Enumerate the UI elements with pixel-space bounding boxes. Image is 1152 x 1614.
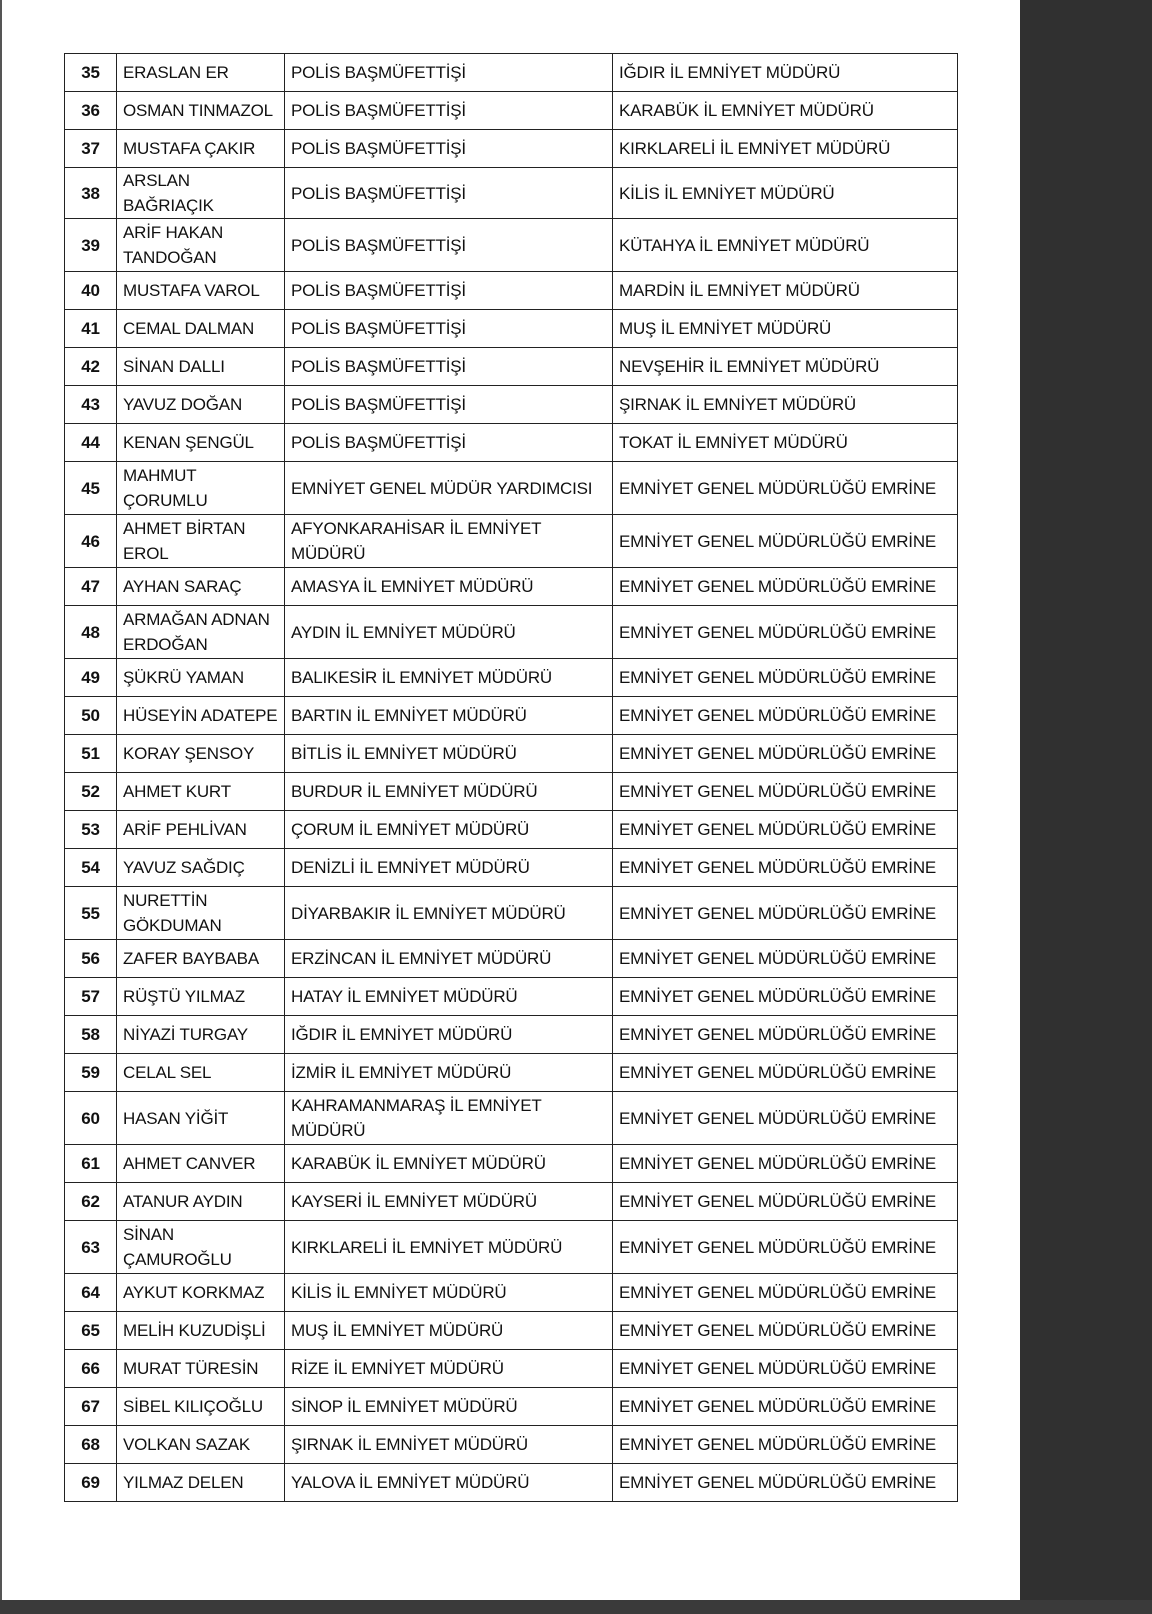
row-number-cell: 58 <box>65 1016 117 1054</box>
person-name-cell: YAVUZ SAĞDIÇ <box>117 849 285 887</box>
page-background-bottom <box>0 1600 1152 1614</box>
person-name-cell: ARSLAN BAĞRIAÇIK <box>117 168 285 219</box>
table-row <box>65 1388 958 1426</box>
person-name-cell: SİNAN ÇAMUROĞLU <box>117 1221 285 1274</box>
table-row <box>65 659 958 697</box>
table-row <box>65 1016 958 1054</box>
table-row <box>65 310 958 348</box>
new-position-cell: EMNİYET GENEL MÜDÜRLÜĞÜ EMRİNE <box>613 462 958 515</box>
row-number-cell: 44 <box>65 424 117 462</box>
table-row <box>65 568 958 606</box>
row-number-cell: 48 <box>65 606 117 659</box>
person-name-cell: MURAT TÜRESİN <box>117 1350 285 1388</box>
current-position-cell: ŞIRNAK İL EMNİYET MÜDÜRÜ <box>285 1426 613 1464</box>
current-position-cell: BARTIN İL EMNİYET MÜDÜRÜ <box>285 697 613 735</box>
table-row <box>65 1350 958 1388</box>
table-row <box>65 54 958 92</box>
current-position-cell: BURDUR İL EMNİYET MÜDÜRÜ <box>285 773 613 811</box>
table-row <box>65 978 958 1016</box>
person-name-cell: ŞÜKRÜ YAMAN <box>117 659 285 697</box>
person-name-cell: NURETTİN GÖKDUMAN <box>117 887 285 940</box>
table-row <box>65 887 958 940</box>
table-row <box>65 348 958 386</box>
table-row <box>65 1464 958 1502</box>
new-position-cell: EMNİYET GENEL MÜDÜRLÜĞÜ EMRİNE <box>613 1054 958 1092</box>
current-position-cell: DENİZLİ İL EMNİYET MÜDÜRÜ <box>285 849 613 887</box>
current-position-cell: AFYONKARAHİSAR İL EMNİYET MÜDÜRÜ <box>285 515 613 568</box>
person-name-cell: YAVUZ DOĞAN <box>117 386 285 424</box>
new-position-cell: EMNİYET GENEL MÜDÜRLÜĞÜ EMRİNE <box>613 735 958 773</box>
person-name-cell: ERASLAN ER <box>117 54 285 92</box>
current-position-cell: İZMİR İL EMNİYET MÜDÜRÜ <box>285 1054 613 1092</box>
table-row <box>65 515 958 568</box>
person-name-cell: AHMET CANVER <box>117 1145 285 1183</box>
current-position-cell: KIRKLARELİ İL EMNİYET MÜDÜRÜ <box>285 1221 613 1274</box>
table-row <box>65 773 958 811</box>
new-position-cell: EMNİYET GENEL MÜDÜRLÜĞÜ EMRİNE <box>613 887 958 940</box>
table-row <box>65 849 958 887</box>
row-number-cell: 49 <box>65 659 117 697</box>
person-name-cell: VOLKAN SAZAK <box>117 1426 285 1464</box>
person-name-cell: MUSTAFA VAROL <box>117 272 285 310</box>
current-position-cell: POLİS BAŞMÜFETTİŞİ <box>285 54 613 92</box>
table-row <box>65 1183 958 1221</box>
new-position-cell: EMNİYET GENEL MÜDÜRLÜĞÜ EMRİNE <box>613 978 958 1016</box>
person-name-cell: MUSTAFA ÇAKIR <box>117 130 285 168</box>
current-position-cell: EMNİYET GENEL MÜDÜR YARDIMCISI <box>285 462 613 515</box>
person-name-cell: KORAY ŞENSOY <box>117 735 285 773</box>
new-position-cell: MARDİN İL EMNİYET MÜDÜRÜ <box>613 272 958 310</box>
person-name-cell: AHMET KURT <box>117 773 285 811</box>
current-position-cell: AYDIN İL EMNİYET MÜDÜRÜ <box>285 606 613 659</box>
current-position-cell: KİLİS İL EMNİYET MÜDÜRÜ <box>285 1274 613 1312</box>
row-number-cell: 51 <box>65 735 117 773</box>
person-name-cell: SİBEL KILIÇOĞLU <box>117 1388 285 1426</box>
row-number-cell: 40 <box>65 272 117 310</box>
new-position-cell: EMNİYET GENEL MÜDÜRLÜĞÜ EMRİNE <box>613 811 958 849</box>
new-position-cell: EMNİYET GENEL MÜDÜRLÜĞÜ EMRİNE <box>613 606 958 659</box>
row-number-cell: 54 <box>65 849 117 887</box>
row-number-cell: 43 <box>65 386 117 424</box>
row-number-cell: 36 <box>65 92 117 130</box>
current-position-cell: DİYARBAKIR İL EMNİYET MÜDÜRÜ <box>285 887 613 940</box>
row-number-cell: 41 <box>65 310 117 348</box>
current-position-cell: MUŞ İL EMNİYET MÜDÜRÜ <box>285 1312 613 1350</box>
new-position-cell: EMNİYET GENEL MÜDÜRLÜĞÜ EMRİNE <box>613 1274 958 1312</box>
current-position-cell: SİNOP İL EMNİYET MÜDÜRÜ <box>285 1388 613 1426</box>
row-number-cell: 35 <box>65 54 117 92</box>
row-number-cell: 50 <box>65 697 117 735</box>
person-name-cell: MAHMUT ÇORUMLU <box>117 462 285 515</box>
row-number-cell: 65 <box>65 1312 117 1350</box>
row-number-cell: 60 <box>65 1092 117 1145</box>
table-row <box>65 386 958 424</box>
current-position-cell: YALOVA İL EMNİYET MÜDÜRÜ <box>285 1464 613 1502</box>
row-number-cell: 42 <box>65 348 117 386</box>
new-position-cell: EMNİYET GENEL MÜDÜRLÜĞÜ EMRİNE <box>613 515 958 568</box>
appointment-table-body <box>65 54 958 1502</box>
row-number-cell: 56 <box>65 940 117 978</box>
person-name-cell: CEMAL DALMAN <box>117 310 285 348</box>
new-position-cell: EMNİYET GENEL MÜDÜRLÜĞÜ EMRİNE <box>613 1388 958 1426</box>
new-position-cell: EMNİYET GENEL MÜDÜRLÜĞÜ EMRİNE <box>613 1145 958 1183</box>
current-position-cell: POLİS BAŞMÜFETTİŞİ <box>285 424 613 462</box>
person-name-cell: HÜSEYİN ADATEPE <box>117 697 285 735</box>
person-name-cell: AYHAN SARAÇ <box>117 568 285 606</box>
current-position-cell: AMASYA İL EMNİYET MÜDÜRÜ <box>285 568 613 606</box>
person-name-cell: MELİH KUZUDİŞLİ <box>117 1312 285 1350</box>
current-position-cell: KAYSERİ İL EMNİYET MÜDÜRÜ <box>285 1183 613 1221</box>
current-position-cell: POLİS BAŞMÜFETTİŞİ <box>285 348 613 386</box>
new-position-cell: MUŞ İL EMNİYET MÜDÜRÜ <box>613 310 958 348</box>
row-number-cell: 67 <box>65 1388 117 1426</box>
table-row <box>65 424 958 462</box>
row-number-cell: 62 <box>65 1183 117 1221</box>
person-name-cell: RÜŞTÜ YILMAZ <box>117 978 285 1016</box>
person-name-cell: NİYAZİ TURGAY <box>117 1016 285 1054</box>
new-position-cell: KARABÜK İL EMNİYET MÜDÜRÜ <box>613 92 958 130</box>
new-position-cell: KÜTAHYA İL EMNİYET MÜDÜRÜ <box>613 219 958 272</box>
table-row <box>65 168 958 219</box>
row-number-cell: 53 <box>65 811 117 849</box>
new-position-cell: EMNİYET GENEL MÜDÜRLÜĞÜ EMRİNE <box>613 1092 958 1145</box>
new-position-cell: EMNİYET GENEL MÜDÜRLÜĞÜ EMRİNE <box>613 1312 958 1350</box>
new-position-cell: KIRKLARELİ İL EMNİYET MÜDÜRÜ <box>613 130 958 168</box>
current-position-cell: HATAY İL EMNİYET MÜDÜRÜ <box>285 978 613 1016</box>
current-position-cell: POLİS BAŞMÜFETTİŞİ <box>285 219 613 272</box>
current-position-cell: ERZİNCAN İL EMNİYET MÜDÜRÜ <box>285 940 613 978</box>
table-row <box>65 606 958 659</box>
new-position-cell: ŞIRNAK İL EMNİYET MÜDÜRÜ <box>613 386 958 424</box>
row-number-cell: 68 <box>65 1426 117 1464</box>
table-row <box>65 1426 958 1464</box>
current-position-cell: RİZE İL EMNİYET MÜDÜRÜ <box>285 1350 613 1388</box>
new-position-cell: EMNİYET GENEL MÜDÜRLÜĞÜ EMRİNE <box>613 1221 958 1274</box>
new-position-cell: EMNİYET GENEL MÜDÜRLÜĞÜ EMRİNE <box>613 568 958 606</box>
current-position-cell: POLİS BAŞMÜFETTİŞİ <box>285 310 613 348</box>
appointment-table <box>64 53 958 1502</box>
row-number-cell: 52 <box>65 773 117 811</box>
new-position-cell: EMNİYET GENEL MÜDÜRLÜĞÜ EMRİNE <box>613 849 958 887</box>
table-row <box>65 462 958 515</box>
table-row <box>65 272 958 310</box>
table-row <box>65 697 958 735</box>
new-position-cell: IĞDIR İL EMNİYET MÜDÜRÜ <box>613 54 958 92</box>
person-name-cell: ARİF PEHLİVAN <box>117 811 285 849</box>
row-number-cell: 45 <box>65 462 117 515</box>
current-position-cell: POLİS BAŞMÜFETTİŞİ <box>285 130 613 168</box>
new-position-cell: EMNİYET GENEL MÜDÜRLÜĞÜ EMRİNE <box>613 940 958 978</box>
table-row <box>65 219 958 272</box>
new-position-cell: EMNİYET GENEL MÜDÜRLÜĞÜ EMRİNE <box>613 1350 958 1388</box>
person-name-cell: HASAN YİĞİT <box>117 1092 285 1145</box>
row-number-cell: 46 <box>65 515 117 568</box>
new-position-cell: EMNİYET GENEL MÜDÜRLÜĞÜ EMRİNE <box>613 659 958 697</box>
person-name-cell: SİNAN DALLI <box>117 348 285 386</box>
row-number-cell: 61 <box>65 1145 117 1183</box>
new-position-cell: EMNİYET GENEL MÜDÜRLÜĞÜ EMRİNE <box>613 773 958 811</box>
row-number-cell: 59 <box>65 1054 117 1092</box>
current-position-cell: BİTLİS İL EMNİYET MÜDÜRÜ <box>285 735 613 773</box>
row-number-cell: 55 <box>65 887 117 940</box>
row-number-cell: 39 <box>65 219 117 272</box>
person-name-cell: KENAN ŞENGÜL <box>117 424 285 462</box>
table-row <box>65 1054 958 1092</box>
new-position-cell: EMNİYET GENEL MÜDÜRLÜĞÜ EMRİNE <box>613 1464 958 1502</box>
table-row <box>65 1221 958 1274</box>
row-number-cell: 66 <box>65 1350 117 1388</box>
new-position-cell: EMNİYET GENEL MÜDÜRLÜĞÜ EMRİNE <box>613 1426 958 1464</box>
table-row <box>65 735 958 773</box>
person-name-cell: ARİF HAKAN TANDOĞAN <box>117 219 285 272</box>
current-position-cell: IĞDIR İL EMNİYET MÜDÜRÜ <box>285 1016 613 1054</box>
current-position-cell: POLİS BAŞMÜFETTİŞİ <box>285 92 613 130</box>
person-name-cell: CELAL SEL <box>117 1054 285 1092</box>
person-name-cell: OSMAN TINMAZOL <box>117 92 285 130</box>
table-row <box>65 1274 958 1312</box>
current-position-cell: ÇORUM İL EMNİYET MÜDÜRÜ <box>285 811 613 849</box>
table-row <box>65 92 958 130</box>
person-name-cell: AYKUT KORKMAZ <box>117 1274 285 1312</box>
row-number-cell: 38 <box>65 168 117 219</box>
person-name-cell: YILMAZ DELEN <box>117 1464 285 1502</box>
table-row <box>65 940 958 978</box>
current-position-cell: POLİS BAŞMÜFETTİŞİ <box>285 168 613 219</box>
new-position-cell: EMNİYET GENEL MÜDÜRLÜĞÜ EMRİNE <box>613 697 958 735</box>
row-number-cell: 37 <box>65 130 117 168</box>
new-position-cell: KİLİS İL EMNİYET MÜDÜRÜ <box>613 168 958 219</box>
current-position-cell: KAHRAMANMARAŞ İL EMNİYET MÜDÜRÜ <box>285 1092 613 1145</box>
page-background-right <box>1020 0 1152 1614</box>
person-name-cell: ATANUR AYDIN <box>117 1183 285 1221</box>
table-row <box>65 130 958 168</box>
table-row <box>65 811 958 849</box>
new-position-cell: TOKAT İL EMNİYET MÜDÜRÜ <box>613 424 958 462</box>
new-position-cell: EMNİYET GENEL MÜDÜRLÜĞÜ EMRİNE <box>613 1183 958 1221</box>
current-position-cell: POLİS BAŞMÜFETTİŞİ <box>285 386 613 424</box>
person-name-cell: ZAFER BAYBABA <box>117 940 285 978</box>
row-number-cell: 69 <box>65 1464 117 1502</box>
new-position-cell: NEVŞEHİR İL EMNİYET MÜDÜRÜ <box>613 348 958 386</box>
person-name-cell: ARMAĞAN ADNAN ERDOĞAN <box>117 606 285 659</box>
current-position-cell: KARABÜK İL EMNİYET MÜDÜRÜ <box>285 1145 613 1183</box>
row-number-cell: 64 <box>65 1274 117 1312</box>
row-number-cell: 47 <box>65 568 117 606</box>
table-row <box>65 1092 958 1145</box>
table-row <box>65 1312 958 1350</box>
person-name-cell: AHMET BİRTAN EROL <box>117 515 285 568</box>
row-number-cell: 57 <box>65 978 117 1016</box>
new-position-cell: EMNİYET GENEL MÜDÜRLÜĞÜ EMRİNE <box>613 1016 958 1054</box>
table-row <box>65 1145 958 1183</box>
row-number-cell: 63 <box>65 1221 117 1274</box>
current-position-cell: BALIKESİR İL EMNİYET MÜDÜRÜ <box>285 659 613 697</box>
current-position-cell: POLİS BAŞMÜFETTİŞİ <box>285 272 613 310</box>
